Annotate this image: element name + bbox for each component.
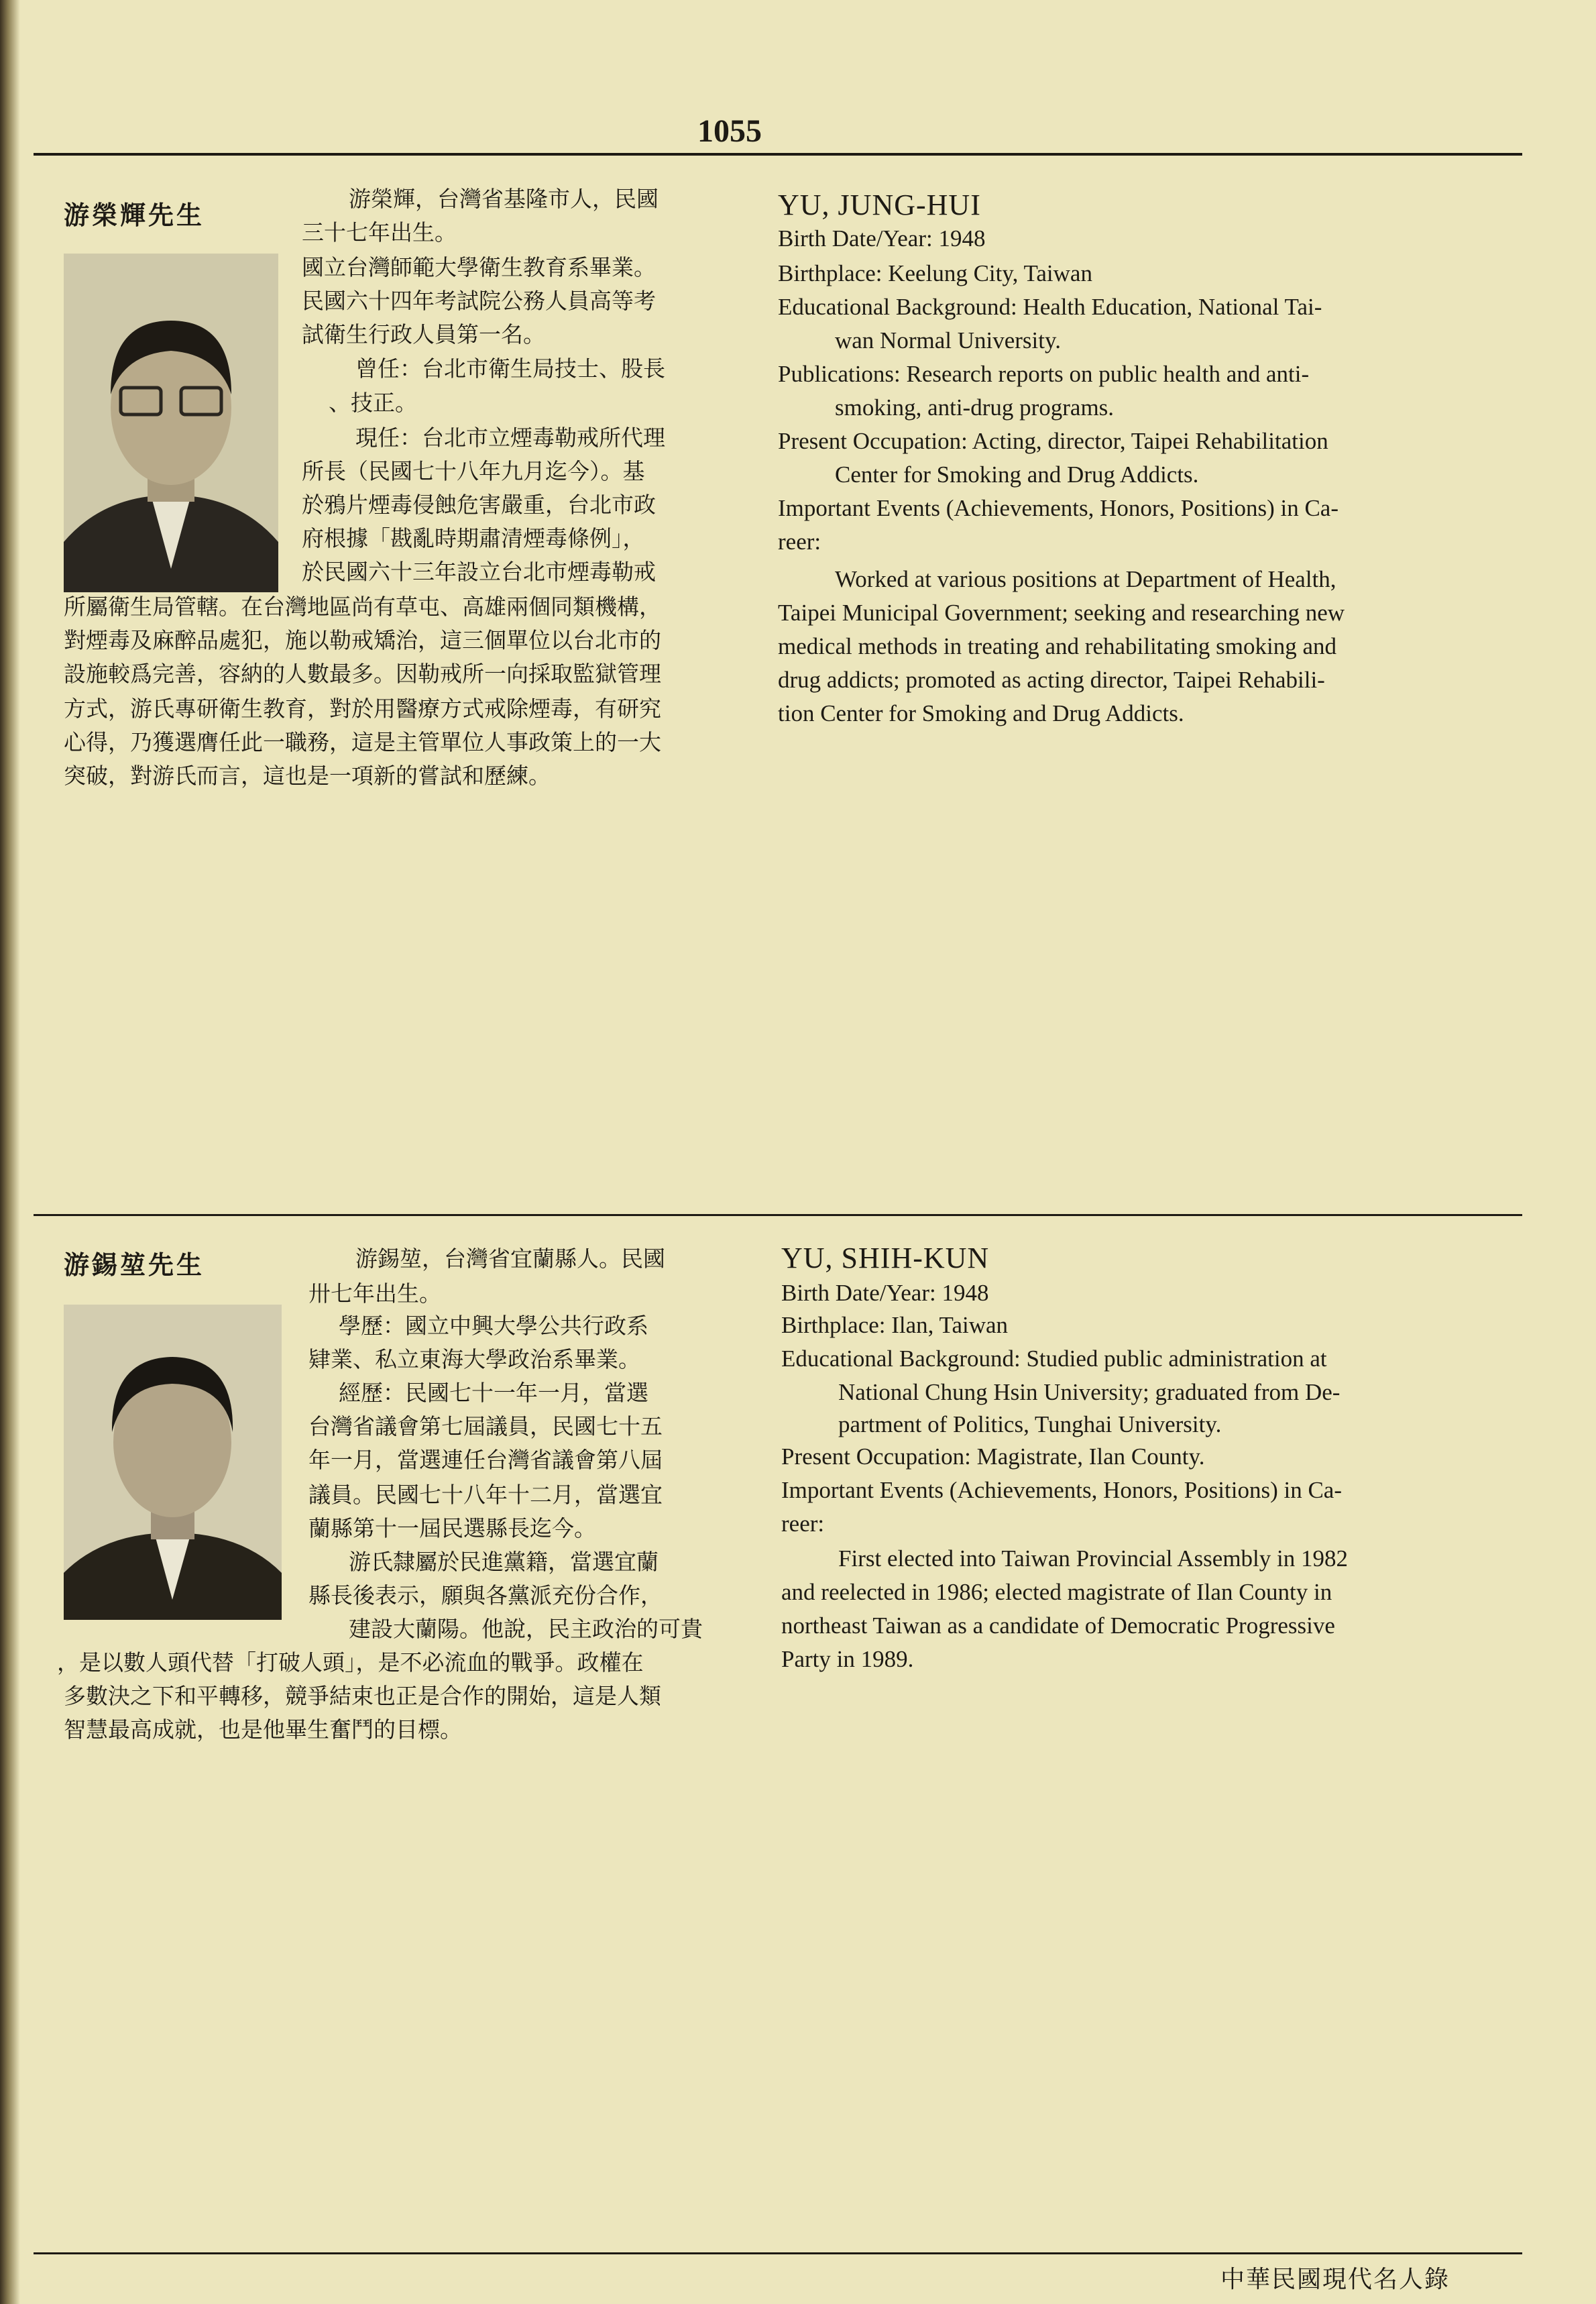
chinese-text-line: 縣長後表示，願與各黨派充份合作，: [308, 1582, 663, 1608]
chinese-text-line: 議員。民國七十八年十二月，當選宜: [308, 1482, 663, 1508]
chinese-text-line: 游氏隸屬於民進黨籍，當選宜蘭: [349, 1549, 659, 1575]
chinese-text-line: 三十七年出生。: [302, 219, 457, 245]
chinese-text-line: 試衛生行政人員第一名。: [302, 321, 545, 347]
page-number: 1055: [697, 113, 762, 149]
portrait-photo-icon: [64, 1305, 282, 1620]
english-text-line: Important Events (Achievements, Honors, Positions) in Ca-: [778, 495, 1338, 521]
english-text-line: drug addicts; promoted as acting director, Taipei Rehabili-: [778, 667, 1325, 693]
english-text-line: Educational Background: Studied public administration at: [781, 1346, 1327, 1372]
chinese-text-line: 方式，游氏專研衛生教育，對於用醫療方式戒除煙毒，有研究: [64, 696, 661, 722]
english-text-line: medical methods in treating and rehabilitating smoking and: [778, 633, 1336, 659]
chinese-text-line: 卅七年出生。: [308, 1280, 441, 1307]
chinese-text-line: 府根據「戡亂時期肅清煙毒條例」，: [302, 525, 645, 551]
english-text-line: Birthplace: Keelung City, Taiwan: [778, 260, 1092, 286]
english-text-line: Educational Background: Health Education, National Tai-: [778, 294, 1322, 320]
chinese-text-line: ，是以數人頭代替「打破人頭」，是不必流血的戰爭。政權在: [57, 1649, 644, 1676]
english-text-line: wan Normal University.: [835, 327, 1061, 353]
portrait-photo: [64, 254, 278, 592]
chinese-text-line: 學歷：國立中興大學公共行政系: [339, 1313, 648, 1339]
chinese-text-line: 突破，對游氏而言，這也是一項新的嘗試和歷練。: [64, 763, 551, 789]
chinese-text-line: 於鴉片煙毒侵蝕危害嚴重，台北市政: [302, 492, 656, 518]
english-text-line: First elected into Taiwan Provincial Assembly in 1982: [838, 1545, 1349, 1572]
chinese-text-line: 經歷：民國七十一年一月，當選: [339, 1380, 648, 1406]
english-text-line: Publications: Research reports on public health and anti-: [778, 361, 1310, 387]
chinese-text-line: 曾任：台北市衛生局技士、股長: [355, 355, 665, 382]
chinese-text-line: 所長（民國七十八年九月迄今）。基: [302, 458, 645, 484]
english-text-line: Important Events (Achievements, Honors, Positions) in Ca-: [781, 1477, 1342, 1503]
portrait-photo-icon: [64, 254, 278, 592]
header-rule: [34, 153, 1522, 156]
english-text-line: Center for Smoking and Drug Addicts.: [835, 461, 1199, 488]
entry-name-english: YU, JUNG-HUI: [778, 188, 981, 221]
english-text-line: northeast Taiwan as a candidate of Democratic Progressive: [781, 1612, 1335, 1639]
chinese-text-line: 肄業、私立東海大學政治系畢業。: [308, 1346, 640, 1372]
english-text-line: Birth Date/Year: 1948: [781, 1280, 989, 1306]
chinese-text-line: 設施較爲完善，容納的人數最多。因勒戒所一向採取監獄管理: [64, 661, 661, 687]
book-title-footer: 中華民國現代名人錄: [1220, 2266, 1450, 2293]
chinese-text-line: 年一月，當選連任台灣省議會第八屆: [308, 1447, 663, 1473]
chinese-text-line: 多數決之下和平轉移，競爭結束也正是合作的開始，這是人類: [64, 1683, 661, 1709]
english-text-line: Birth Date/Year: 1948: [778, 225, 986, 252]
entry-name-chinese: 游錫堃先生: [64, 1250, 205, 1280]
entry-name-english: YU, SHIH-KUN: [781, 1242, 990, 1274]
english-text-line: Present Occupation: Acting, director, Taipei Rehabilitation: [778, 428, 1328, 454]
english-text-line: Present Occupation: Magistrate, Ilan County.: [781, 1443, 1205, 1470]
english-text-line: reer:: [778, 529, 821, 555]
chinese-text-line: 心得，乃獲選膺任此一職務，這是主管單位人事政策上的一大: [64, 729, 661, 755]
chinese-text-line: 現任：台北市立煙毒勒戒所代理: [355, 425, 665, 451]
chinese-text-line: 台灣省議會第七屆議員，民國七十五: [308, 1413, 663, 1439]
chinese-text-line: 智慧最高成就，也是他畢生奮鬥的目標。: [64, 1716, 462, 1743]
english-text-line: Party in 1989.: [781, 1646, 914, 1672]
chinese-text-line: 民國六十四年考試院公務人員高等考: [302, 288, 656, 314]
chinese-text-line: 建設大蘭陽。他說，民主政治的可貴: [349, 1616, 703, 1642]
chinese-text-line: 游榮輝，台灣省基隆市人，民國: [349, 186, 659, 212]
english-text-line: and reelected in 1986; elected magistrate of Ilan County in: [781, 1579, 1332, 1605]
chinese-text-line: 對煙毒及麻醉品處犯，施以勒戒矯治，這三個單位以台北市的: [64, 627, 661, 653]
chinese-text-line: 國立台灣師範大學衛生教育系畢業。: [302, 254, 656, 280]
book-spine-shadow: [0, 0, 20, 2304]
chinese-text-line: 、技正。: [329, 390, 417, 416]
english-text-line: Worked at various positions at Department of Health,: [835, 566, 1336, 592]
english-text-line: Taipei Municipal Government; seeking and researching new: [778, 600, 1345, 626]
chinese-text-line: 游錫堃，台灣省宜蘭縣人。民國: [355, 1246, 665, 1272]
chinese-text-line: 蘭縣第十一屆民選縣長迄今。: [308, 1515, 596, 1541]
english-text-line: partment of Politics, Tunghai University.: [838, 1411, 1222, 1437]
english-text-line: reer:: [781, 1511, 825, 1537]
portrait-photo: [64, 1305, 282, 1620]
english-text-line: Birthplace: Ilan, Taiwan: [781, 1312, 1009, 1338]
entry-name-chinese: 游榮輝先生: [64, 201, 205, 230]
chinese-text-line: 所屬衛生局管轄。在台灣地區尚有草屯、高雄兩個同類機構，: [64, 594, 661, 620]
chinese-text-line: 於民國六十三年設立台北市煙毒勒戒: [302, 559, 656, 585]
english-text-line: tion Center for Smoking and Drug Addicts.: [778, 700, 1184, 726]
footer-rule: [34, 2252, 1522, 2254]
english-text-line: National Chung Hsin University; graduated from De-: [838, 1379, 1341, 1405]
english-text-line: smoking, anti-drug programs.: [835, 394, 1115, 421]
section-divider: [34, 1214, 1522, 1216]
